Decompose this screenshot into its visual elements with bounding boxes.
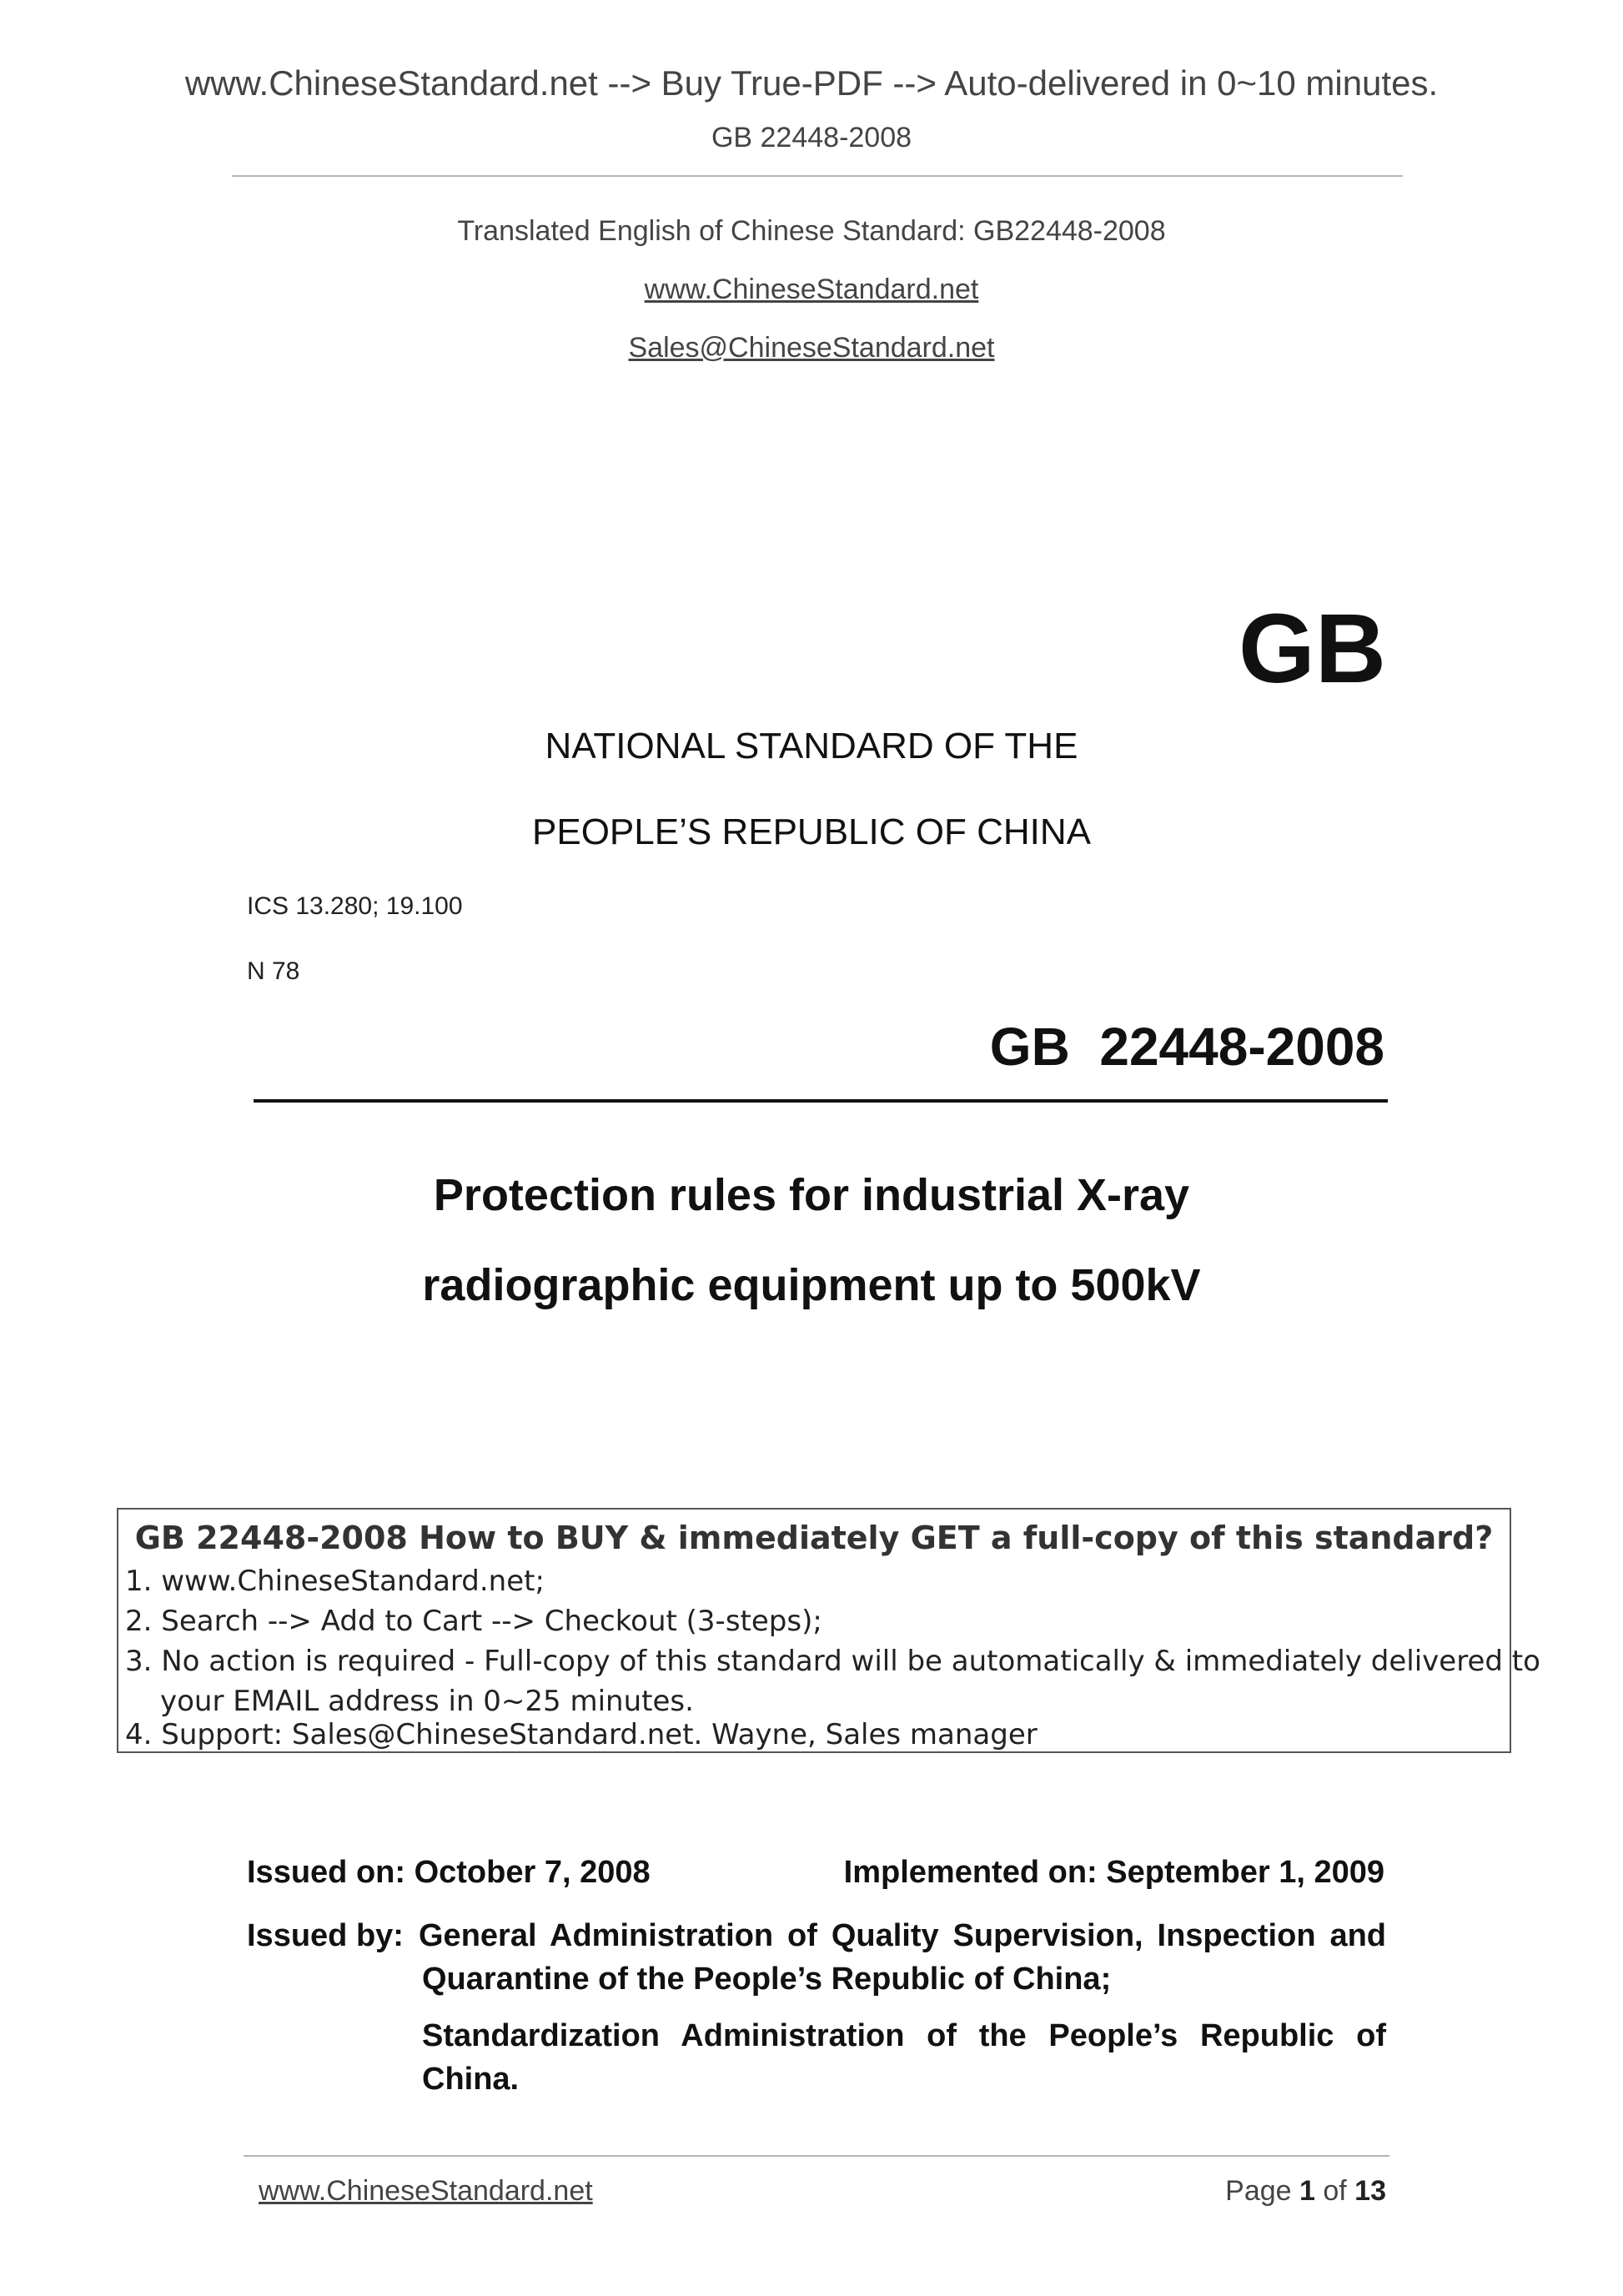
document-title-line2: radiographic equipment up to 500kV [422, 1260, 1201, 1310]
footer-site-link[interactable]: www.ChineseStandard.net [259, 2175, 593, 2207]
document-title-line1: Protection rules for industrial X-ray [433, 1170, 1190, 1220]
issued-on-date: Issued on: October 7, 2008 [247, 1855, 651, 1890]
buy-step-1: 1. www.ChineseStandard.net; [125, 1565, 545, 1598]
translation-site-link-row [0, 274, 1623, 306]
translation-email-link[interactable]: Sales@ChineseStandard.net [628, 332, 995, 364]
national-standard-line1: NATIONAL STANDARD OF THE [545, 726, 1078, 766]
page-total: 13 [1354, 2175, 1386, 2207]
page-current: 1 [1299, 2175, 1315, 2207]
standard-number: GB 22448-2008 [989, 1017, 1384, 1077]
translation-site-link[interactable]: www.ChineseStandard.net [644, 274, 979, 305]
n-code: N 78 [247, 957, 300, 985]
page-prefix: Page [1225, 2175, 1299, 2207]
buy-step-4: 4. Support: Sales@ChineseStandard.net. Wayne, Sales manager [125, 1718, 1038, 1751]
ics-code: ICS 13.280; 19.100 [247, 892, 463, 920]
buy-step-3: 3. No action is required - Full-copy of this standard will be automatically & immediately delivered to [125, 1645, 1540, 1678]
buy-step-2: 2. Search --> Add to Cart --> Checkout (3-steps); [125, 1605, 822, 1638]
issuer-1-line1: General Administration of Quality Supervision, Inspection and [419, 1918, 1386, 1953]
buy-box-heading: GB 22448-2008 How to BUY & immediately GET a full-copy of this standard? [134, 1520, 1494, 1556]
translation-email-link-row [0, 332, 1623, 364]
page-of: of [1314, 2175, 1355, 2207]
gb-mark: GB [1239, 594, 1386, 704]
implemented-on-date: Implemented on: September 1, 2009 [843, 1855, 1384, 1890]
footer-divider [244, 2155, 1389, 2157]
header-divider [232, 175, 1403, 177]
translation-title: Translated English of Chinese Standard: GB22448-2008 [457, 215, 1166, 247]
header-banner: www.ChineseStandard.net --> Buy True-PDF --> Auto-delivered in 0~10 minutes. [184, 63, 1439, 103]
standard-number-rule [254, 1099, 1388, 1103]
buy-step-3-continuation: your EMAIL address in 0~25 minutes. [160, 1685, 694, 1718]
issuer-2-line1: Standardization Administration of the People’s Republic of [422, 2018, 1386, 2053]
buy-instructions-box [117, 1508, 1540, 1753]
national-standard-line2: PEOPLE’S REPUBLIC OF CHINA [532, 811, 1091, 852]
issuer-2-line2: China. [422, 2062, 520, 2097]
page-indicator [1225, 2175, 1386, 2208]
issued-by-label: Issued by: [247, 1918, 404, 1953]
issuer-1-line2: Quarantine of the People’s Republic of China; [422, 1962, 1112, 1997]
header-standard-code: GB 22448-2008 [711, 122, 912, 153]
